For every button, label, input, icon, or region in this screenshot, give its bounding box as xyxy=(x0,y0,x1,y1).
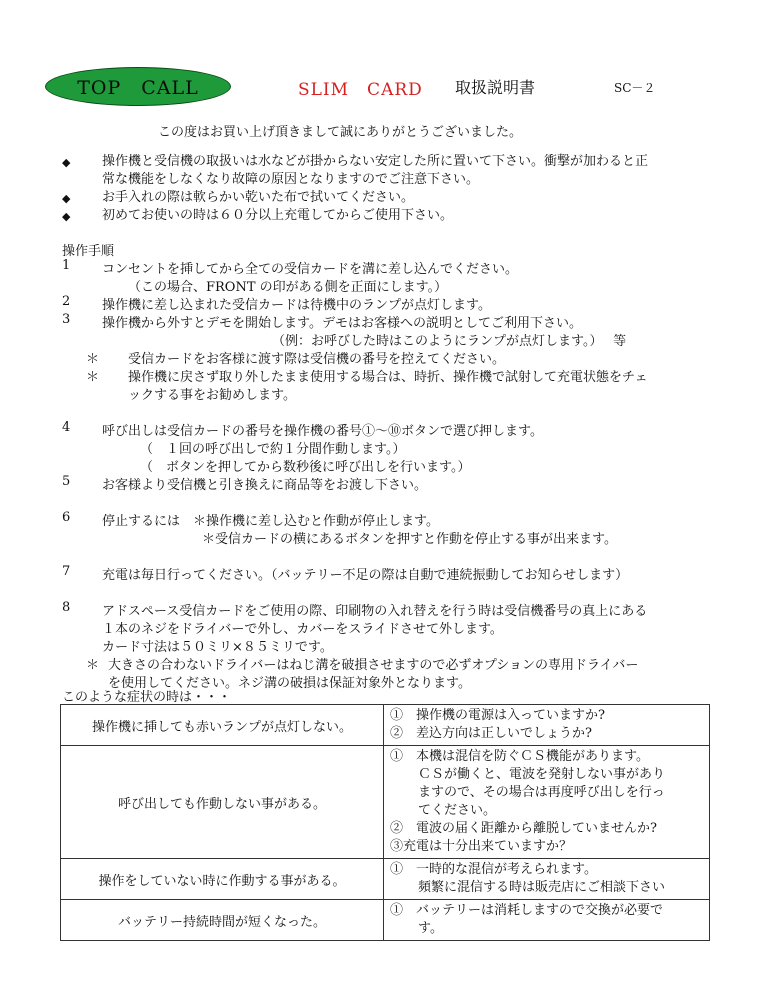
step-number: 6 xyxy=(62,510,71,525)
symptom-cell: 操作機に挿しても赤いランプが点灯しない。 xyxy=(61,705,384,746)
table-row xyxy=(61,746,710,859)
step-number: 7 xyxy=(62,564,71,579)
product-name: SLIM CARD xyxy=(298,80,423,100)
answer-line: ますので、その場合は再度呼び出しを行っ xyxy=(418,785,665,800)
step-text: 呼び出しは受信カードの番号を操作機の番号①～⑩ボタンで選び押します。 xyxy=(102,424,543,439)
answer-line: 頻繁に混信する時は販売店にご相談下さい xyxy=(418,880,666,895)
step-text: １本のネジをドライバーで外し、カバーをスライドさせて外します。 xyxy=(102,622,503,637)
step-text: （ １回の呼び出しで約１分間作動します。） xyxy=(140,442,406,457)
model-number: SC－２ xyxy=(614,81,656,95)
step-number: 2 xyxy=(62,294,71,309)
step-number: 5 xyxy=(62,474,71,489)
document-title: 取扱説明書 xyxy=(455,78,536,97)
symptom-cell: 呼び出しても作動しない事がある。 xyxy=(61,746,384,859)
answer-cell xyxy=(384,746,710,859)
step-text: （この場合、FRONT の印がある側を正面にします。） xyxy=(128,280,448,295)
step-number: 8 xyxy=(62,600,71,615)
answer-line: ② 差込方向は正しいでしょうか? xyxy=(390,726,592,741)
symptom-cell: バッテリー持続時間が短くなった。 xyxy=(61,900,384,941)
step-number: 4 xyxy=(62,420,71,435)
step-text: （ ボタンを押してから数秒後に呼び出しを行います。） xyxy=(140,460,471,475)
table-row xyxy=(61,900,710,941)
symptom-cell: 操作をしていない時に作動する事がある。 xyxy=(61,859,384,900)
answer-cell xyxy=(384,900,710,941)
asterisk-mark: ＊ xyxy=(86,370,100,385)
answer-line: ＣＳが働くと、電波を発射しない事があり xyxy=(418,767,666,782)
answer-line: ① 一時的な混信が考えられます。 xyxy=(390,862,597,877)
step-text: ックする事をお勧めします。 xyxy=(128,388,296,403)
diamond-bullet-icon: ◆ xyxy=(62,192,71,205)
asterisk-mark: ＊ xyxy=(86,658,100,673)
diamond-bullet-icon: ◆ xyxy=(62,156,71,169)
notice-1: 操作機と受信機の取扱いは水などが掛からない安定した所に置いて下さい。衝撃が加わると正 xyxy=(102,154,649,169)
answer-line: ① 本機は混信を防ぐＣＳ機能があります。 xyxy=(390,749,649,764)
answer-line: ② 電波の届く距離から離脱していませんか? xyxy=(390,821,657,836)
step-text: 充電は毎日行ってください。（バッテリー不足の際は自動で連続振動してお知らせします） xyxy=(102,568,629,583)
procedure-heading: 操作手順 xyxy=(62,244,115,259)
step-text: 停止するには ＊操作機に差し込むと作動が停止します。 xyxy=(102,514,439,529)
step-text: （例：お呼びした時はこのようにランプが点灯します。） 等 xyxy=(272,334,627,349)
troubleshooting-heading: このような症状の時は・・・ xyxy=(62,690,232,705)
answer-line: ① 操作機の電源は入っていますか? xyxy=(390,708,605,723)
diamond-bullet-icon: ◆ xyxy=(62,210,71,223)
answer-cell xyxy=(384,859,710,900)
step-text: カード寸法は５０ミリ×８５ミリです。 xyxy=(102,640,333,655)
step-text: コンセントを挿してから全ての受信カードを溝に差し込んでください。 xyxy=(102,262,519,277)
step-number: 1 xyxy=(62,258,71,273)
notice-3: 初めてお使いの時は６０分以上充電してからご使用下さい。 xyxy=(102,208,454,223)
top-call-logo xyxy=(45,67,231,106)
step-text: 操作機に差し込まれた受信カードは待機中のランプが点灯します。 xyxy=(102,298,491,313)
asterisk-mark: ＊ xyxy=(86,352,100,367)
step-text: を使用してください。ネジ溝の破損は保証対象外となります。 xyxy=(108,676,471,691)
greeting: この度はお買い上げ頂きまして誠にありがとうございました。 xyxy=(158,125,523,140)
step-text: お客様より受信機と引き換えに商品等をお渡し下さい。 xyxy=(102,478,428,493)
answer-line: す。 xyxy=(418,921,443,936)
step-text: アドスペース受信カードをご使用の際、印刷物の入れ替えを行う時は受信機番号の真上にある xyxy=(102,604,648,619)
step-text: 操作機に戻さず取り外したまま使用する場合は、時折、操作機で試射して充電状態をチェ xyxy=(128,370,648,385)
answer-line: ① バッテリーは消耗しますので交換が必要で xyxy=(390,903,664,918)
step-text: 大きさの合わないドライバーはねじ溝を破損させますので必ずオプションの専用ドライバー xyxy=(108,658,639,673)
answer-line: ③充電は十分出来ていますか？ xyxy=(390,839,573,854)
troubleshooting-table xyxy=(60,704,710,941)
notice-1-cont: 常な機能をしなくなり故障の原因となりますのでご注意下さい。 xyxy=(102,172,480,187)
step-number: 3 xyxy=(62,312,71,327)
step-text: 受信カードをお客様に渡す際は受信機の番号を控えてください。 xyxy=(128,352,506,367)
table-row xyxy=(61,705,710,746)
answer-line: てください。 xyxy=(418,803,497,818)
answer-cell xyxy=(384,705,710,746)
notice-2: お手入れの際は軟らかい乾いた布で拭いてください。 xyxy=(102,190,415,205)
logo-text: TOP CALL xyxy=(77,77,199,99)
table-row xyxy=(61,859,710,900)
step-text: 操作機から外すとデモを開始します。デモはお客様への説明としてご利用下さい。 xyxy=(102,316,582,331)
step-text: ＊受信カードの横にあるボタンを押すと作動を停止する事が出来ます。 xyxy=(202,532,617,547)
